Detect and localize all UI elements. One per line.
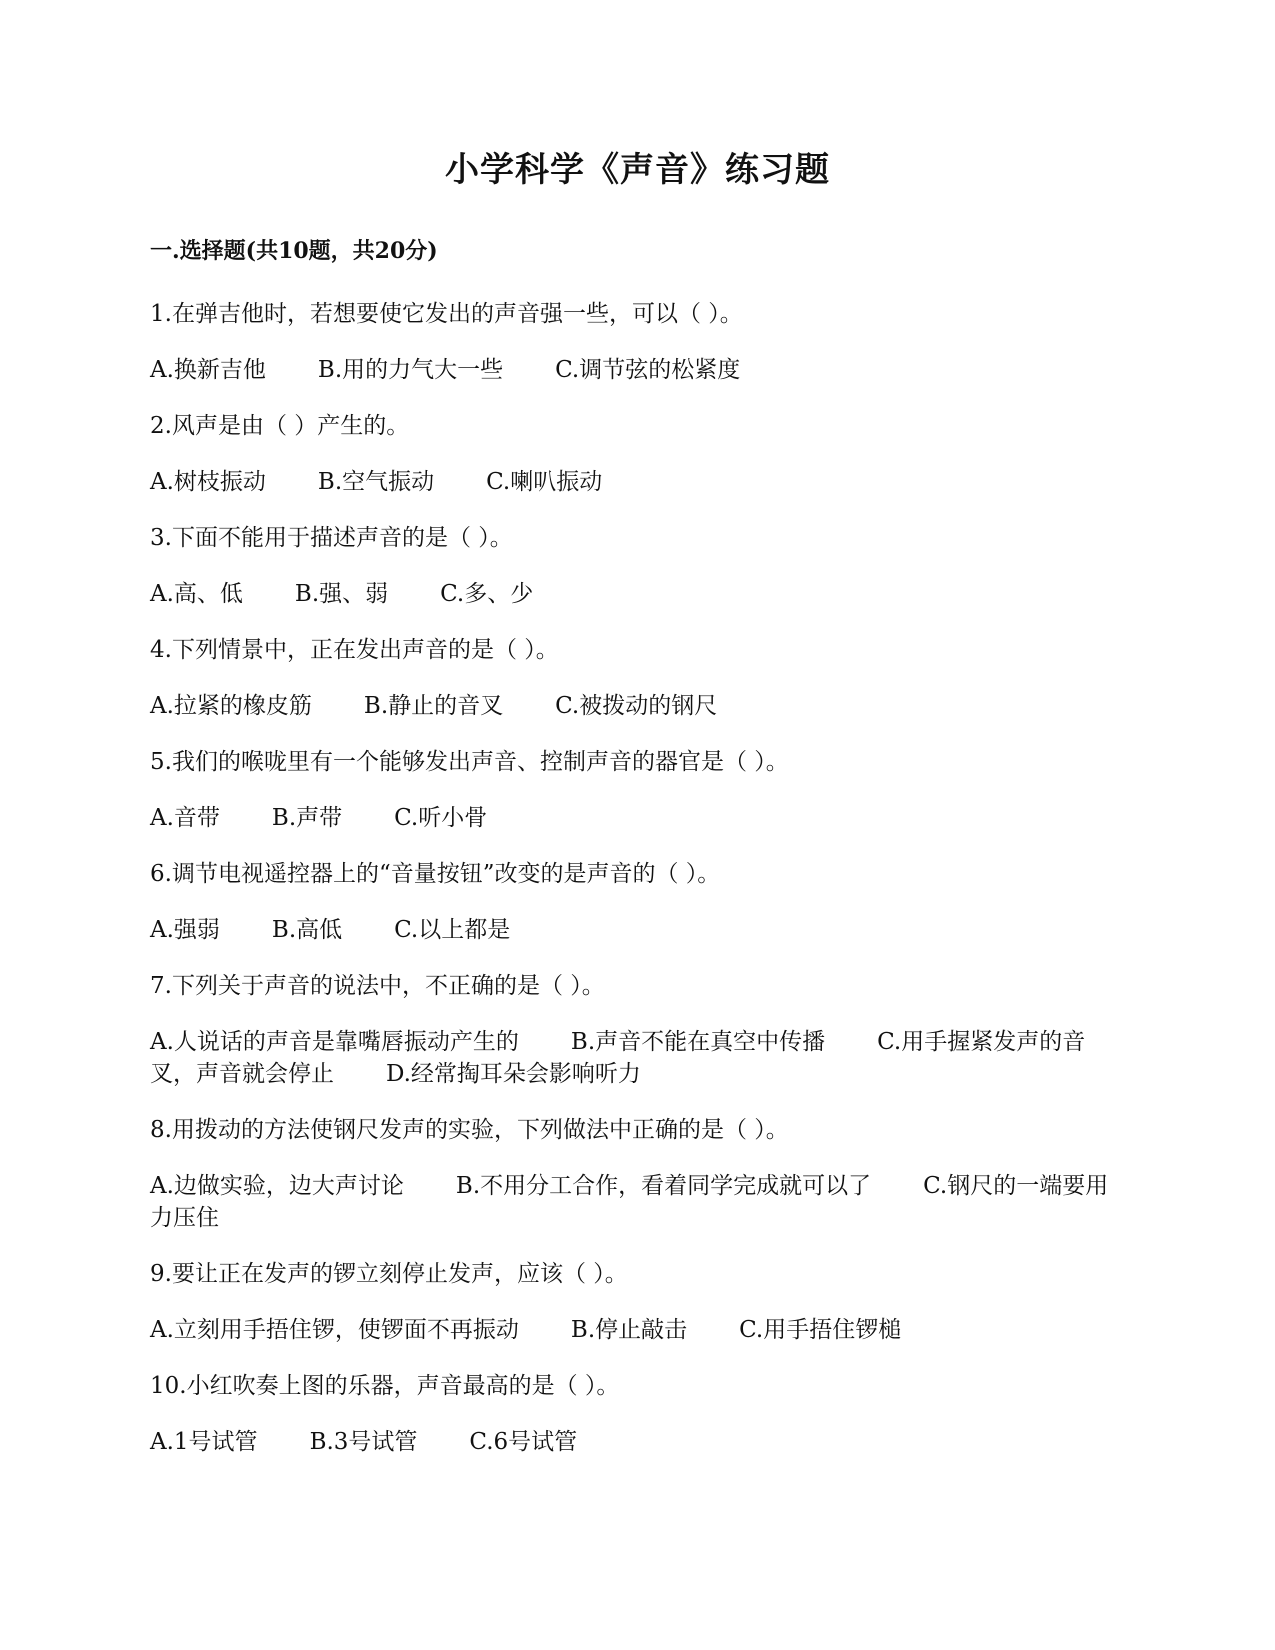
question-options	[150, 1426, 1125, 1458]
option-c: C.调节弦的松紧度	[555, 357, 741, 383]
question-6	[150, 858, 1125, 946]
option-a: A.边做实验，边大声讨论	[150, 1173, 404, 1199]
question-4	[150, 634, 1125, 722]
option-a: A.高、低	[150, 581, 243, 607]
option-d: D.经常掏耳朵会影响听力	[386, 1061, 641, 1087]
option-b: B.3号试管	[309, 1429, 418, 1455]
option-b: B.声音不能在真空中传播	[570, 1029, 826, 1055]
option-b: B.停止敲击	[570, 1317, 688, 1343]
option-c: C.用手捂住锣槌	[739, 1317, 902, 1343]
section-heading: 一.选择题(共10题，共20分)	[150, 238, 438, 264]
option-b: B.高低	[271, 917, 343, 943]
question-stem: 3.下面不能用于描述声音的是（ ）。	[150, 525, 513, 551]
option-c: C.用手握紧发声的音叉，声音就会停止	[150, 1029, 1086, 1087]
question-options	[150, 578, 1125, 610]
option-a: A.换新吉他	[150, 357, 266, 383]
option-b: B.静止的音叉	[363, 693, 504, 719]
option-b: B.声带	[271, 805, 343, 831]
question-options	[150, 1170, 1125, 1234]
question-stem: 1.在弹吉他时，若想要使它发出的声音强一些，可以（ ）。	[150, 301, 743, 327]
question-1	[150, 298, 1125, 386]
question-options	[150, 1026, 1125, 1090]
option-b: B.空气振动	[317, 469, 435, 495]
option-c: C.听小骨	[394, 805, 488, 831]
option-a: A.强弱	[150, 917, 220, 943]
option-c: C.喇叭振动	[486, 469, 603, 495]
option-b: B.强、弱	[294, 581, 389, 607]
option-a: A.1号试管	[150, 1429, 258, 1455]
question-2	[150, 410, 1125, 498]
option-c: C.多、少	[440, 581, 534, 607]
question-8	[150, 1114, 1125, 1234]
question-stem: 5.我们的喉咙里有一个能够发出声音、控制声音的器官是（ ）。	[150, 749, 789, 775]
option-a: A.立刻用手捂住锣，使锣面不再振动	[150, 1317, 519, 1343]
question-stem: 4.下列情景中，正在发出声音的是（ ）。	[150, 637, 559, 663]
question-9	[150, 1258, 1125, 1346]
question-list	[150, 298, 1125, 1482]
option-a: A.拉紧的橡皮筋	[150, 693, 312, 719]
question-options	[150, 690, 1125, 722]
option-c: C.6号试管	[469, 1429, 578, 1455]
option-c: C.以上都是	[394, 917, 511, 943]
question-options	[150, 354, 1125, 386]
option-c: C.钢尺的一端要用力压住	[150, 1173, 1109, 1231]
option-a: A.人说话的声音是靠嘴唇振动产生的	[150, 1029, 519, 1055]
question-options	[150, 914, 1125, 946]
question-7	[150, 970, 1125, 1090]
option-b: B.不用分工合作，看着同学完成就可以了	[455, 1173, 872, 1199]
question-5	[150, 746, 1125, 834]
question-10	[150, 1370, 1125, 1458]
question-options	[150, 466, 1125, 498]
question-stem: 9.要让正在发声的锣立刻停止发声，应该（ ）。	[150, 1261, 628, 1287]
question-stem: 7.下列关于声音的说法中，不正确的是（ ）。	[150, 973, 605, 999]
option-c: C.被拨动的钢尺	[555, 693, 718, 719]
question-3	[150, 522, 1125, 610]
option-b: B.用的力气大一些	[317, 357, 504, 383]
option-a: A.树枝振动	[150, 469, 266, 495]
question-stem: 6.调节电视遥控器上的“音量按钮”改变的是声音的（ ）。	[150, 861, 721, 887]
question-options	[150, 1314, 1125, 1346]
question-stem: 10.小红吹奏上图的乐器，声音最高的是（ ）。	[150, 1373, 620, 1399]
question-stem: 2.风声是由（ ）产生的。	[150, 413, 410, 439]
question-stem: 8.用拨动的方法使钢尺发声的实验，下列做法中正确的是（ ）。	[150, 1117, 789, 1143]
option-a: A.音带	[150, 805, 220, 831]
page-title: 小学科学《声音》练习题	[445, 150, 830, 190]
question-options	[150, 802, 1125, 834]
